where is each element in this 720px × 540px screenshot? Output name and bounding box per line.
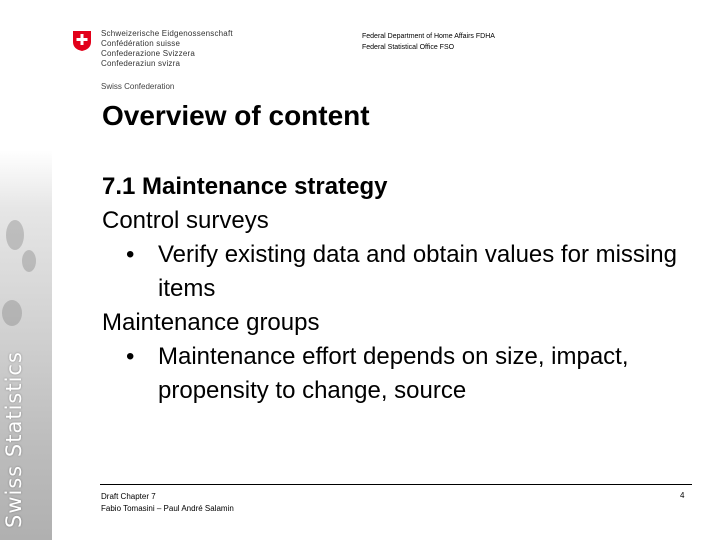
footer-authors: Fabio Tomasini – Paul André Salamin	[101, 504, 234, 513]
footer-divider	[100, 484, 692, 485]
logo-line: Confederazione Svizzera	[101, 49, 195, 58]
department-name: Federal Department of Home Affairs FDHA	[362, 33, 495, 40]
slide-content	[102, 170, 692, 408]
footer	[101, 491, 234, 515]
sidebar-figure	[6, 220, 24, 250]
department-info	[362, 31, 495, 53]
sidebar-image	[0, 150, 52, 540]
logo-line: Confédération suisse	[101, 39, 181, 48]
confederation-label: Swiss Confederation	[101, 82, 175, 91]
slide-title: Overview of content	[102, 100, 370, 131]
bullet-item	[102, 238, 692, 306]
page-number: 4	[680, 491, 685, 500]
swiss-flag-icon	[72, 30, 92, 52]
bullet-item	[102, 340, 692, 408]
bullet-symbol: •	[126, 343, 135, 370]
logo-line: Schweizerische Eidgenossenschaft	[101, 29, 233, 38]
sidebar-figure	[22, 250, 36, 272]
bullet-text: Verify existing data and obtain values for missing items	[158, 241, 677, 302]
section-label: Control surveys	[102, 207, 269, 234]
logo-line: Confederaziun svizra	[101, 59, 181, 68]
sidebar-brand-text: Swiss Statistics	[2, 351, 26, 528]
office-name: Federal Statistical Office FSO	[362, 44, 455, 51]
footer-chapter: Draft Chapter 7	[101, 492, 156, 501]
bullet-symbol: •	[126, 241, 135, 268]
confederation-logo-text	[101, 29, 233, 69]
section-label: Maintenance groups	[102, 309, 320, 336]
bullet-text: Maintenance effort depends on size, impact, propensity to change, source	[158, 343, 629, 404]
section-heading: 7.1 Maintenance strategy	[102, 173, 388, 200]
